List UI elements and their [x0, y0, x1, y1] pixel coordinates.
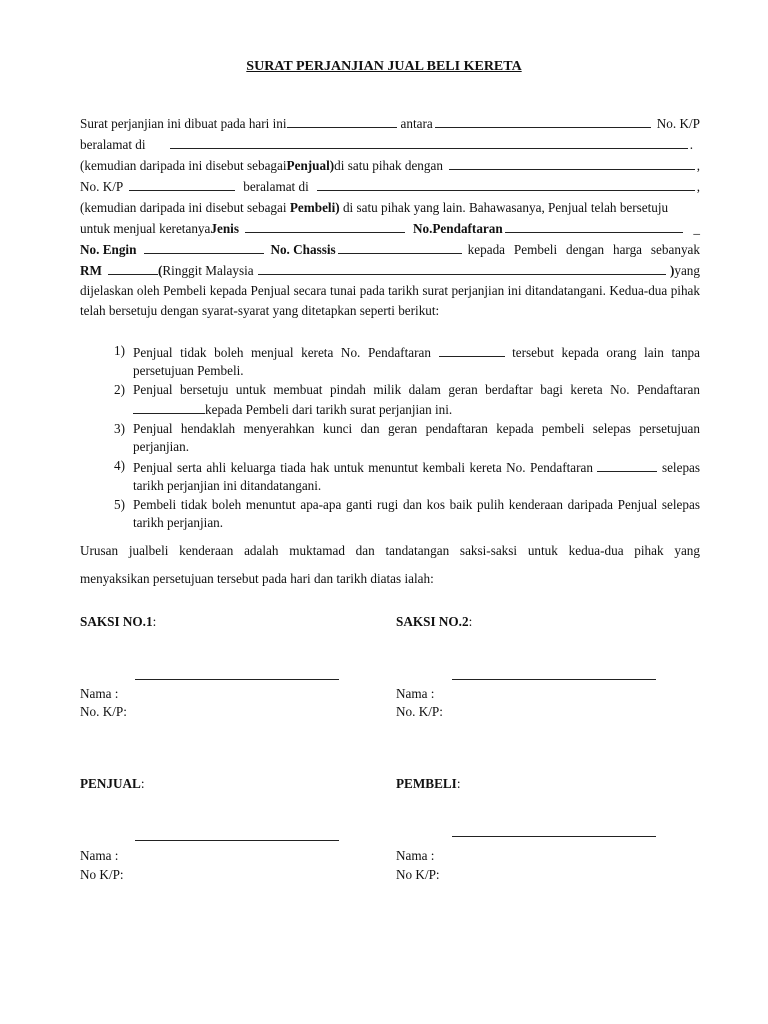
intro-text: .: [689, 137, 693, 152]
intro-text: yang: [674, 263, 700, 278]
intro-text: No. K/P: [80, 179, 124, 194]
witness1-heading: SAKSI NO.1:: [80, 614, 157, 629]
clause-text: tersebut kepada orang lain tanpa persetujuan Pembeli.: [133, 345, 700, 378]
clause-blank[interactable]: [439, 342, 505, 357]
intro-line-1: [80, 113, 700, 134]
closing-line-2: menyaksikan persetujuan tersebut pada hari dan tarikh diatas ialah:: [80, 571, 434, 586]
clause-text: kepada Pembeli dari tarikh surat perjanjian ini.: [205, 402, 453, 417]
seller-name-field[interactable]: [435, 113, 651, 128]
intro-text: (kemudian daripada ini disebut sebagai: [80, 158, 287, 173]
seller-address-field[interactable]: [170, 134, 688, 149]
buyer-signature-line[interactable]: [452, 836, 656, 837]
intro-text: ,: [696, 179, 700, 194]
clause-text: Penjual serta ahli keluarga tiada hak untuk menuntut kembali kereta No. Pendaftaran: [133, 460, 593, 475]
engine-field[interactable]: [144, 239, 264, 254]
clause-number: 3): [114, 421, 125, 436]
clause-text: Pembeli tidak boleh menuntut apa-apa ganti rugi dan kos baik pulih kenderaan daripada Penjual selepas tarikh perjanjian.: [133, 497, 700, 530]
clause-text: selepas tarikh perjanjian ini ditandatangani.: [133, 460, 701, 493]
clause-item: [80, 496, 700, 532]
seller-signature-line[interactable]: [135, 840, 339, 841]
jenis-label: Jenis: [210, 221, 239, 236]
registration-label: No.Pendaftaran: [412, 221, 503, 236]
witness1-name-label: Nama :: [80, 686, 119, 701]
chassis-label: No. Chassis: [270, 242, 336, 257]
intro-line-7: [80, 239, 700, 260]
intro-line-6: [80, 218, 700, 239]
buyer-name-label: Nama :: [396, 848, 435, 863]
clause-number: 1): [114, 343, 125, 358]
registration-field[interactable]: [505, 218, 684, 233]
clause-blank[interactable]: [597, 457, 657, 472]
intro-text: di satu pihak yang lain. Bahawasanya, Penjual telah bersetuju: [339, 200, 669, 215]
price-rm-field[interactable]: [108, 260, 158, 275]
intro-text: Surat perjanjian ini dibuat pada hari ini: [80, 116, 287, 131]
closing-line-1: Urusan jualbeli kenderaan adalah muktamad dan tandatangan saksi-saksi untuk kedua-dua pihak yang: [80, 543, 700, 558]
witness1-kp-label: No. K/P:: [80, 704, 127, 719]
clause-number: 4): [114, 458, 125, 473]
intro-text: beralamat di: [243, 179, 309, 194]
intro-text: (kemudian daripada ini disebut sebagai: [80, 200, 290, 215]
witness2-kp-label: No. K/P:: [396, 704, 443, 719]
buyer-heading: PEMBELI:: [396, 776, 461, 791]
intro-line-5: [80, 197, 700, 218]
buyer-kp-label: No K/P:: [396, 867, 440, 882]
paren-open: (: [157, 263, 163, 278]
document-title: SURAT PERJANJIAN JUAL BELI KERETA: [246, 59, 522, 74]
witness2-name-label: Nama :: [396, 686, 435, 701]
buyer-name-field[interactable]: [449, 155, 695, 170]
intro-text: beralamat di: [80, 137, 146, 152]
intro-text: Ringgit Malaysia: [162, 263, 254, 278]
clause-number: 2): [114, 382, 125, 397]
buyer-address-field[interactable]: [317, 176, 695, 191]
witness2-signature-line[interactable]: [452, 679, 656, 680]
clause-item: [80, 457, 700, 495]
clause-item: [80, 342, 700, 380]
seller-name-label: Nama :: [80, 848, 119, 863]
intro-text: untuk menjual keretanya: [80, 221, 211, 236]
intro-text: ,: [696, 158, 700, 173]
intro-text: antara: [400, 116, 433, 131]
intro-line-8: [80, 260, 700, 281]
buyer-term: Pembeli): [289, 200, 340, 215]
clause-list: [80, 342, 700, 533]
intro-text: di satu pihak dengan: [334, 158, 443, 173]
clause-item: [80, 420, 700, 456]
intro-line-4: [80, 176, 700, 197]
paren-close: ): [669, 263, 675, 278]
intro-rest: dijelaskan oleh Pembeli kepada Penjual secara tunai pada tarikh surat perjanjian ini ditandatangani. Kedua-dua pihak telah bersetuju dengan syarat-syarat yang ditetapkan seperti berikut:: [80, 283, 700, 318]
chassis-field[interactable]: [338, 239, 462, 254]
witness1-signature-line[interactable]: [135, 679, 339, 680]
rm-label: RM: [80, 263, 102, 278]
witness2-heading: SAKSI NO.2:: [396, 614, 473, 629]
clause-text: Penjual bersetuju untuk membuat pindah milik dalam geran berdaftar bagi kereta No. Pendaftaran: [133, 382, 700, 397]
clause-text: Penjual hendaklah menyerahkan kunci dan geran pendaftaran kepada pembeli selepas persetujuan perjanjian.: [133, 421, 700, 454]
price-words-field[interactable]: [258, 260, 666, 275]
clause-blank[interactable]: [133, 399, 205, 414]
seller-kp-label: No K/P:: [80, 867, 124, 882]
car-type-field[interactable]: [245, 218, 405, 233]
intro-line-3: [80, 155, 700, 176]
buyer-kp-field[interactable]: [129, 176, 235, 191]
clause-item: [80, 381, 700, 419]
intro-line-2: [80, 134, 700, 155]
engine-label: No. Engin: [80, 242, 137, 257]
day-field[interactable]: [287, 113, 397, 128]
intro-text: kepada Pembeli dengan harga sebanyak: [467, 242, 700, 257]
intro-text: _: [693, 221, 700, 236]
seller-term: Penjual): [286, 158, 335, 173]
clause-number: 5): [114, 497, 125, 512]
clause-text: Penjual tidak boleh menjual kereta No. Pendaftaran: [133, 345, 431, 360]
intro-text: No. K/P: [656, 116, 700, 131]
seller-heading: PENJUAL:: [80, 776, 145, 791]
